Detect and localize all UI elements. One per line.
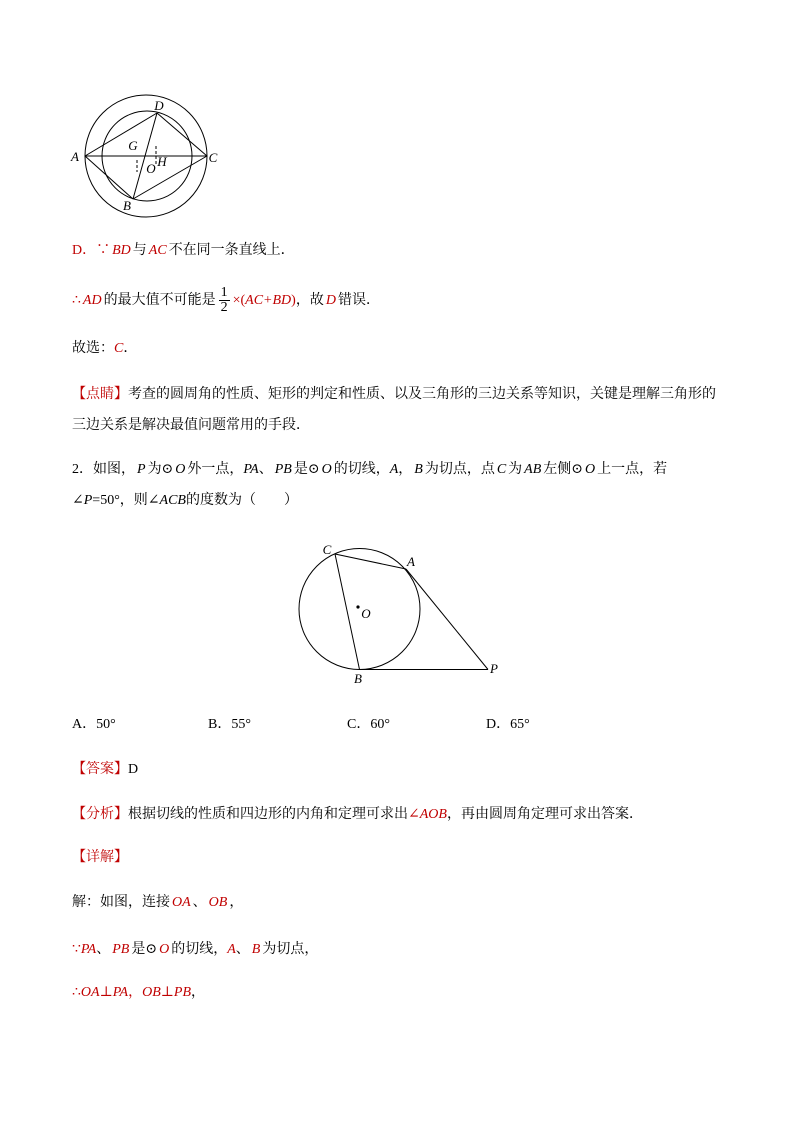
math-c: C — [496, 462, 507, 477]
text-segment: 的切线， — [333, 462, 390, 477]
text-segment: 与 — [132, 243, 147, 258]
math-bd: BD — [112, 243, 131, 258]
label-c: C — [322, 542, 332, 557]
figure-tangent-circle — [290, 535, 505, 690]
text-segment: 的切线， — [171, 942, 228, 957]
detail-tag: 【详解】 — [72, 850, 128, 865]
math-o: O — [175, 462, 186, 477]
fraction-denominator: 2 — [220, 300, 228, 315]
text-segment: 为⊙ — [147, 462, 174, 477]
text-segment: 外一点， — [187, 462, 244, 477]
text-segment: ，再由圆周角定理可求出答案． — [446, 807, 643, 822]
text-segment: 2．如图， — [72, 462, 135, 477]
detail-line-3 — [72, 983, 205, 1003]
line-not-collinear — [72, 241, 295, 261]
text-segment: ， — [229, 895, 244, 910]
key-point-line-2 — [72, 416, 310, 436]
label-g: G — [128, 138, 138, 153]
math-oa: OA — [172, 895, 191, 910]
label-a: A — [407, 554, 415, 569]
option-d: D．65° — [486, 717, 530, 732]
center-point-o — [356, 605, 359, 608]
paren-close: ) — [291, 292, 296, 308]
label-d: D — [154, 98, 164, 113]
text-segment: 错误． — [337, 292, 380, 308]
text-segment: 根据切线的性质和四边形的内角和定理可求出 — [128, 807, 408, 822]
key-point-tag: 【点睛】 — [72, 387, 128, 402]
line-choice — [72, 339, 137, 359]
label-b: B — [354, 671, 362, 686]
therefore-symbol: ∴ — [72, 985, 81, 1000]
math-pb: PB — [112, 942, 130, 957]
label-a: A — [71, 149, 79, 164]
text-segment: 是⊙ — [131, 942, 158, 957]
option-c: C．60° — [347, 717, 390, 732]
label-o: O — [361, 606, 371, 621]
fraction-one-half — [219, 286, 230, 315]
text-segment: 为切点，点 — [424, 462, 495, 477]
text-segment: ，故 — [295, 292, 324, 308]
chord-ca — [335, 554, 406, 569]
fraction-numerator: 1 — [220, 285, 228, 300]
text-segment: 是⊙ — [293, 462, 320, 477]
segment-cb — [133, 156, 207, 199]
perpendicular-symbol: ⊥ — [160, 985, 174, 1000]
answer-line — [72, 760, 138, 780]
detail-line-2 — [72, 940, 318, 960]
text-segment: 不在同一条直线上． — [168, 243, 295, 258]
times-paren-open: ×( — [232, 292, 246, 308]
because-symbol: ∵ — [72, 942, 81, 957]
math-oa: OA — [80, 985, 100, 1000]
text-segment: 、 — [96, 942, 111, 957]
label-p: P — [490, 661, 498, 676]
text-segment: ， — [191, 985, 206, 1000]
math-pa: PA — [112, 985, 129, 1000]
question-2-stem-line-2 — [72, 491, 298, 511]
math-angle-aob: ∠AOB — [408, 807, 447, 822]
text-segment: 、 — [235, 942, 250, 957]
key-point-text: 三边关系是解决最值问题常用的手段． — [72, 418, 310, 433]
text-segment: 的度数为（ ） — [185, 493, 298, 508]
text-segment: 上一点，若 — [597, 462, 668, 477]
text-segment: 左侧⊙ — [543, 462, 584, 477]
math-p: P — [137, 462, 146, 477]
math-ob: OB — [208, 895, 228, 910]
text-segment: ． — [123, 341, 138, 356]
question-2-stem-line-1 — [72, 460, 667, 480]
math-a: A — [227, 942, 236, 957]
math-o: O — [321, 462, 332, 477]
answer-tag: 【答案】 — [72, 762, 128, 777]
therefore-symbol: ∴ — [72, 292, 81, 308]
answer-value: D — [128, 762, 139, 777]
math-pa: PA — [80, 942, 97, 957]
label-o: O — [146, 161, 156, 176]
perpendicular-symbol: ⊥ — [99, 985, 113, 1000]
segment-dc — [157, 113, 207, 156]
math-a: A — [389, 462, 399, 477]
label-h: H — [157, 154, 167, 169]
math-o: O — [585, 462, 596, 477]
option-a: A．50° — [72, 717, 116, 732]
option-d-reason-marker: D．∵ — [72, 243, 111, 258]
math-acb: ACB — [159, 493, 186, 508]
label-c: C — [208, 150, 218, 165]
text-segment: ， — [128, 985, 143, 1000]
text-segment: ， — [398, 462, 413, 477]
math-ab: AB — [524, 462, 542, 477]
text-segment: 解：如图，连接 — [72, 895, 170, 910]
figure-concentric-circles — [60, 90, 230, 225]
math-d: D — [325, 292, 336, 308]
math-ad: AD — [82, 292, 102, 308]
math-pa: PA — [243, 462, 259, 477]
chord-cb — [335, 554, 360, 670]
math-pb: PB — [274, 462, 292, 477]
math-b: B — [251, 942, 261, 957]
detail-heading — [72, 848, 128, 868]
key-point-line-1 — [72, 385, 716, 405]
math-ob: OB — [142, 985, 161, 1000]
angle-symbol: ∠ — [72, 493, 84, 508]
text-segment: =50°，则∠ — [92, 493, 160, 508]
math-ac-plus-bd: AC+BD — [245, 292, 292, 308]
analysis-line — [72, 805, 643, 825]
math-o: O — [159, 942, 170, 957]
text-segment: 、 — [192, 895, 207, 910]
text-segment: 为切点， — [262, 942, 319, 957]
math-ac: AC — [148, 243, 167, 258]
circle-o — [299, 549, 420, 670]
text-segment: 故选： — [72, 341, 114, 356]
tangent-pa — [406, 569, 488, 670]
chosen-option: C — [114, 341, 124, 356]
key-point-text: 考查的圆周角的性质、矩形的判定和性质、以及三角形的三边关系等知识，关键是理解三角形的 — [128, 387, 716, 402]
text-segment: 、 — [258, 462, 273, 477]
math-b: B — [414, 462, 423, 477]
detail-line-1 — [72, 893, 243, 913]
label-b: B — [123, 198, 131, 213]
segment-ba — [85, 156, 133, 199]
text-segment: 为 — [508, 462, 523, 477]
analysis-tag: 【分析】 — [72, 807, 128, 822]
text-segment: 的最大值不可能是 — [103, 292, 216, 308]
math-pb: PB — [173, 985, 192, 1000]
math-p: P — [83, 493, 93, 508]
line-max-value — [72, 286, 380, 315]
option-b: B．55° — [208, 717, 251, 732]
